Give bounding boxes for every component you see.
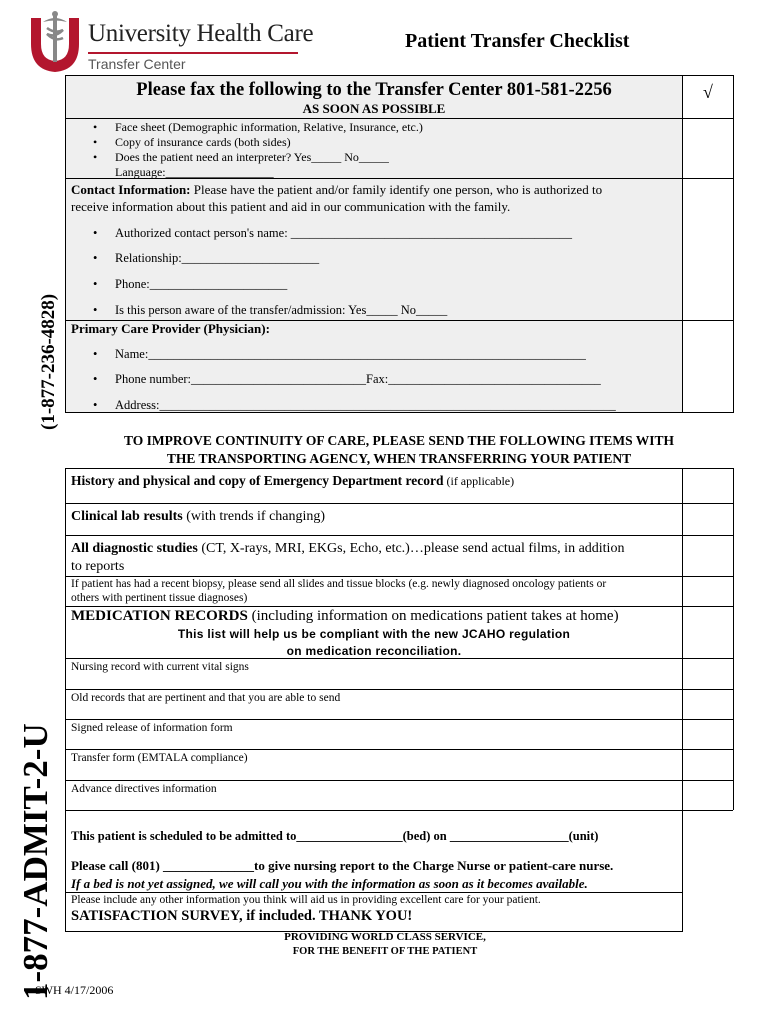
pcp-name-field: • Name:______________________________________________________________________ (93, 347, 586, 362)
advance-directives-item: Advance directives information (71, 783, 217, 795)
lab-results-item: Clinical lab results (with trends if changing) (71, 509, 326, 524)
list-item: • Face sheet (Demographic information, Relative, Insurance, etc.) (93, 120, 423, 135)
biopsy-note-line1: If patient has had a recent biopsy, please send all slides and tissue blocks (e.g. newly diagnosed oncology patients or (71, 578, 607, 590)
org-underline (88, 52, 298, 54)
satisfaction-survey-line: SATISFACTION SURVEY, if included. THANK YOU! (71, 908, 413, 924)
jcaho-note-line1: This list will help us be compliant with the new JCAHO regulation (177, 627, 571, 641)
transport-heading-line2: THE TRANSPORTING AGENCY, WHEN TRANSFERRING YOUR PATIENT (166, 451, 632, 466)
other-info-note: Please include any other information you think will aid us in providing excellent care for your patient. (71, 894, 541, 906)
fax-items-list (93, 120, 423, 165)
list-item: • Does the patient need an interpreter? Yes_____ No_____ (93, 150, 423, 165)
nursing-record-item: Nursing record with current vital signs (71, 661, 249, 673)
numeric-phone-vertical: (1-877-236-4828) (38, 293, 59, 430)
transfer-form-item: Transfer form (EMTALA compliance) (71, 752, 248, 764)
history-item: History and physical and copy of Emergency Department record (if applicable) (71, 473, 515, 488)
org-subtitle: Transfer Center (88, 56, 186, 72)
call-report-line: Please call (801) ______________to give nursing report to the Charge Nurse or patient-care nurse. (71, 858, 614, 873)
language-field: Language:__________________ (115, 165, 274, 179)
diagnostic-studies-item: All diagnostic studies (CT, X-rays, MRI, EKGs, Echo, etc.)…please send actual films, in addition (71, 541, 625, 556)
relationship-field: • Relationship:______________________ (93, 251, 319, 266)
tagline-line2: FOR THE BENEFIT OF THE PATIENT (292, 946, 478, 957)
old-records-item: Old records that are pertinent and that you are able to send (71, 692, 341, 704)
tagline-line1: PROVIDING WORLD CLASS SERVICE, (284, 931, 486, 943)
bed-not-assigned-note: If a bed is not yet assigned, we will call you with the information as soon as it becomes available. (71, 876, 588, 891)
fax-heading: Please fax the following to the Transfer Center 801-581-2256 (136, 80, 612, 100)
aware-of-transfer-field: • Is this person aware of the transfer/admission: Yes_____ No_____ (93, 303, 447, 318)
fax-subheading: AS SOON AS POSSIBLE (302, 101, 446, 116)
document-title: Patient Transfer Checklist (405, 30, 630, 52)
contact-label: Contact Information: (71, 182, 191, 197)
check-mark-header: √ (703, 82, 713, 102)
admit-bed-unit-line: This patient is scheduled to be admitted to_________________(bed) on ___________________(unit) (71, 829, 599, 843)
university-logo-icon (27, 10, 83, 74)
contact-name-field: • Authorized contact person's name: _____________________________________________ (93, 226, 572, 241)
transport-heading-line1: TO IMPROVE CONTINUITY OF CARE, PLEASE SEND THE FOLLOWING ITEMS WITH (124, 433, 674, 448)
list-item: • Copy of insurance cards (both sides) (93, 135, 423, 150)
document-code: SWH 4/17/2006 (35, 983, 114, 997)
release-form-item: Signed release of information form (71, 722, 233, 734)
contact-intro-line1: Contact Information: Please have the patient and/or family identify one person, who is authorized to (71, 182, 603, 197)
jcaho-note-line2: on medication reconciliation. (286, 644, 462, 658)
diagnostic-studies-item-cont: to reports (71, 559, 125, 574)
pcp-label: Primary Care Provider (Physician): (71, 321, 270, 336)
pcp-address-field: • Address:_________________________________________________________________________ (93, 398, 616, 413)
pcp-phone-fax-field: • Phone number:____________________________Fax:__________________________________ (93, 372, 601, 387)
org-name: University Health Care (88, 20, 314, 47)
admit-phone-vertical: 1-877-ADMIT-2-U (16, 723, 55, 1000)
contact-phone-field: • Phone:______________________ (93, 277, 287, 292)
biopsy-note-line2: others with pertinent tissue diagnoses) (71, 592, 248, 604)
medication-records-item: MEDICATION RECORDS (including information on medications patient takes at home) (71, 608, 619, 624)
contact-intro-line2: receive information about this patient and aid in our communication with the family. (71, 199, 511, 214)
